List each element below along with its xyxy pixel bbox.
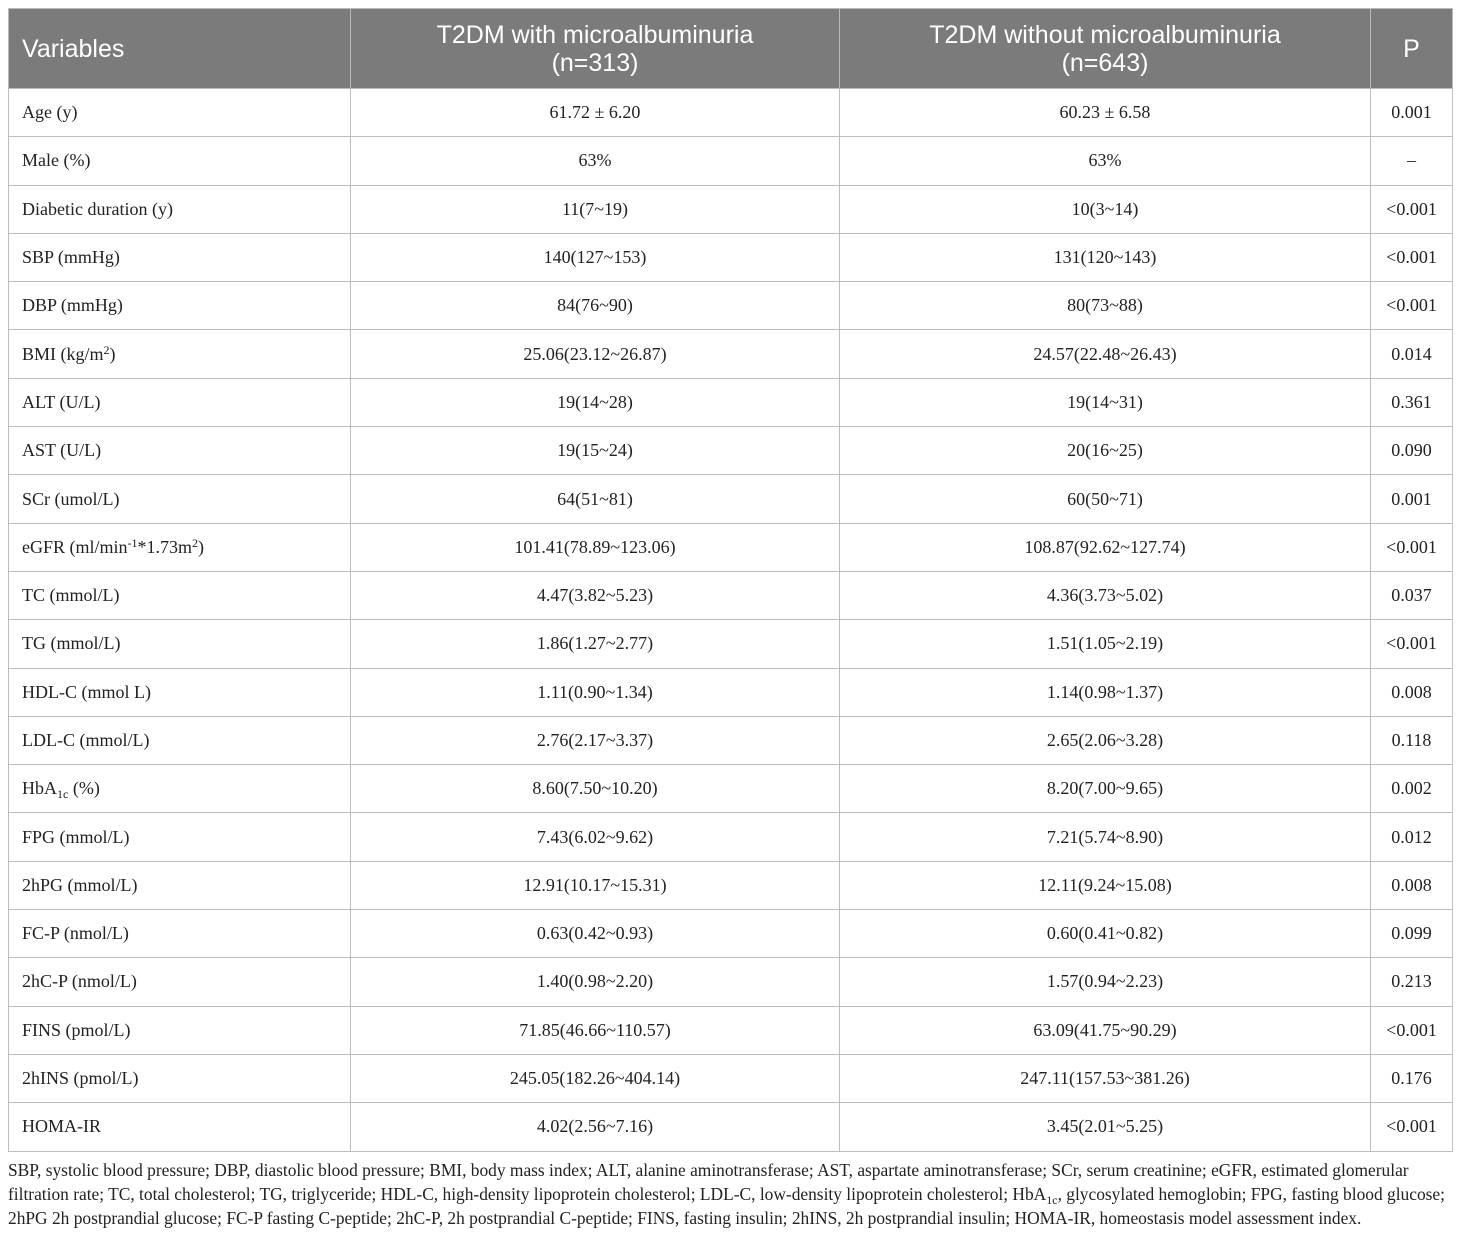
without-microalbuminuria-cell: 247.11(157.53~381.26) — [840, 1054, 1371, 1102]
with-microalbuminuria-cell: 2.76(2.17~3.37) — [351, 716, 840, 764]
p-value-cell: 0.090 — [1371, 427, 1453, 475]
p-value-cell: <0.001 — [1371, 1103, 1453, 1151]
table-row — [9, 1006, 1453, 1054]
without-microalbuminuria-cell: 12.11(9.24~15.08) — [840, 861, 1371, 909]
with-microalbuminuria-cell: 11(7~19) — [351, 185, 840, 233]
p-value-cell: <0.001 — [1371, 185, 1453, 233]
with-microalbuminuria-cell: 245.05(182.26~404.14) — [351, 1054, 840, 1102]
table-row — [9, 571, 1453, 619]
table-row — [9, 620, 1453, 668]
without-microalbuminuria-cell: 0.60(0.41~0.82) — [840, 910, 1371, 958]
with-microalbuminuria-cell: 1.40(0.98~2.20) — [351, 958, 840, 1006]
table-row — [9, 233, 1453, 281]
p-value-cell: 0.001 — [1371, 475, 1453, 523]
p-value-cell: 0.002 — [1371, 765, 1453, 813]
with-microalbuminuria-cell: 64(51~81) — [351, 475, 840, 523]
variable-name-cell: Age (y) — [9, 89, 351, 137]
table-row — [9, 1103, 1453, 1151]
table-row — [9, 330, 1453, 378]
variable-name-cell: TG (mmol/L) — [9, 620, 351, 668]
p-value-cell: 0.014 — [1371, 330, 1453, 378]
header-row — [9, 9, 1453, 89]
without-microalbuminuria-cell: 60.23 ± 6.58 — [840, 89, 1371, 137]
table-footnote: SBP, systolic blood pressure; DBP, diastolic blood pressure; BMI, body mass index; ALT, alanine aminotransferase; AST, aspartate aminotransferase; SCr, serum creatinine; eGFR, estimated glomerular filtration rate; TC, total cholesterol; TG, triglyceride; HDL-C, high-density lipoprotein cholesterol; LDL-C, low-density lipoprotein cholesterol; HbA$_{1c}$, glycosylated hemoglobin; FPG, fasting blood glucose; 2hPG 2h postprandial glucose; FC-P fasting C-peptide; 2hC-P, 2h postprandial C-peptide; FINS, fasting insulin; 2hINS, 2h postprandial insulin; HOMA-IR, homeostasis model assessment index. — [8, 1159, 1445, 1228]
variable-name-cell: FPG (mmol/L) — [9, 813, 351, 861]
variable-name-cell: Diabetic duration (y) — [9, 185, 351, 233]
variable-name-cell: Male (%) — [9, 137, 351, 185]
header-with-microalbuminuria: T2DM with microalbuminuria (n=313) — [351, 9, 840, 89]
variable-name-cell: SCr (umol/L) — [9, 475, 351, 523]
without-microalbuminuria-cell: 108.87(92.62~127.74) — [840, 523, 1371, 571]
without-microalbuminuria-cell: 20(16~25) — [840, 427, 1371, 475]
p-value-cell: 0.012 — [1371, 813, 1453, 861]
with-microalbuminuria-cell: 25.06(23.12~26.87) — [351, 330, 840, 378]
variable-name-cell: FINS (pmol/L) — [9, 1006, 351, 1054]
variable-name-cell: FC-P (nmol/L) — [9, 910, 351, 958]
with-microalbuminuria-cell: 8.60(7.50~10.20) — [351, 765, 840, 813]
table-row — [9, 523, 1453, 571]
table-row — [9, 813, 1453, 861]
with-microalbuminuria-cell: 140(127~153) — [351, 233, 840, 281]
table-row — [9, 89, 1453, 137]
with-microalbuminuria-cell: 63% — [351, 137, 840, 185]
p-value-cell: 0.008 — [1371, 861, 1453, 909]
variable-name-cell: TC (mmol/L) — [9, 571, 351, 619]
without-microalbuminuria-cell: 80(73~88) — [840, 282, 1371, 330]
p-value-cell: <0.001 — [1371, 282, 1453, 330]
with-microalbuminuria-cell: 7.43(6.02~9.62) — [351, 813, 840, 861]
table-row — [9, 475, 1453, 523]
table-row — [9, 427, 1453, 475]
p-value-cell: 0.118 — [1371, 716, 1453, 764]
with-microalbuminuria-cell: 84(76~90) — [351, 282, 840, 330]
table-row — [9, 1054, 1453, 1102]
without-microalbuminuria-cell: 131(120~143) — [840, 233, 1371, 281]
variable-name-cell: LDL-C (mmol/L) — [9, 716, 351, 764]
table-row — [9, 910, 1453, 958]
data-table — [8, 8, 1453, 1152]
p-value-cell: 0.361 — [1371, 378, 1453, 426]
variable-name-cell: SBP (mmHg) — [9, 233, 351, 281]
without-microalbuminuria-cell: 63% — [840, 137, 1371, 185]
without-microalbuminuria-cell: 8.20(7.00~9.65) — [840, 765, 1371, 813]
with-microalbuminuria-cell: 61.72 ± 6.20 — [351, 89, 840, 137]
without-microalbuminuria-cell: 7.21(5.74~8.90) — [840, 813, 1371, 861]
header-without-microalbuminuria: T2DM without microalbuminuria (n=643) — [840, 9, 1371, 89]
variable-name-cell: 2hC-P (nmol/L) — [9, 958, 351, 1006]
p-value-cell: 0.176 — [1371, 1054, 1453, 1102]
p-value-cell: – — [1371, 137, 1453, 185]
with-microalbuminuria-cell: 4.47(3.82~5.23) — [351, 571, 840, 619]
without-microalbuminuria-cell: 10(3~14) — [840, 185, 1371, 233]
table-row — [9, 185, 1453, 233]
with-microalbuminuria-cell: 71.85(46.66~110.57) — [351, 1006, 840, 1054]
without-microalbuminuria-cell: 1.14(0.98~1.37) — [840, 668, 1371, 716]
without-microalbuminuria-cell: 2.65(2.06~3.28) — [840, 716, 1371, 764]
with-microalbuminuria-cell: 4.02(2.56~7.16) — [351, 1103, 840, 1151]
variable-name-cell: DBP (mmHg) — [9, 282, 351, 330]
table-row — [9, 668, 1453, 716]
without-microalbuminuria-cell: 19(14~31) — [840, 378, 1371, 426]
table-row — [9, 958, 1453, 1006]
with-microalbuminuria-cell: 0.63(0.42~0.93) — [351, 910, 840, 958]
table-row — [9, 378, 1453, 426]
with-microalbuminuria-cell: 19(15~24) — [351, 427, 840, 475]
without-microalbuminuria-cell: 60(50~71) — [840, 475, 1371, 523]
table-row — [9, 861, 1453, 909]
table-row — [9, 716, 1453, 764]
without-microalbuminuria-cell: 1.57(0.94~2.23) — [840, 958, 1371, 1006]
table-row — [9, 765, 1453, 813]
header-p-value: P — [1371, 9, 1453, 89]
without-microalbuminuria-cell: 1.51(1.05~2.19) — [840, 620, 1371, 668]
with-microalbuminuria-cell: 1.86(1.27~2.77) — [351, 620, 840, 668]
p-value-cell: 0.213 — [1371, 958, 1453, 1006]
variable-name-cell: ALT (U/L) — [9, 378, 351, 426]
variable-name-cell: 2hINS (pmol/L) — [9, 1054, 351, 1102]
p-value-cell: 0.099 — [1371, 910, 1453, 958]
variable-name-cell: HOMA-IR — [9, 1103, 351, 1151]
header-variables: Variables — [9, 9, 351, 89]
p-value-cell: <0.001 — [1371, 233, 1453, 281]
variable-name-cell: 2hPG (mmol/L) — [9, 861, 351, 909]
without-microalbuminuria-cell: 4.36(3.73~5.02) — [840, 571, 1371, 619]
p-value-cell: <0.001 — [1371, 1006, 1453, 1054]
table-row — [9, 137, 1453, 185]
variable-name-cell: HDL-C (mmol L) — [9, 668, 351, 716]
p-value-cell: 0.008 — [1371, 668, 1453, 716]
table-container — [8, 8, 1452, 1230]
without-microalbuminuria-cell: 3.45(2.01~5.25) — [840, 1103, 1371, 1151]
without-microalbuminuria-cell: 24.57(22.48~26.43) — [840, 330, 1371, 378]
p-value-cell: <0.001 — [1371, 620, 1453, 668]
without-microalbuminuria-cell: 63.09(41.75~90.29) — [840, 1006, 1371, 1054]
table-body — [9, 89, 1453, 1152]
table-row — [9, 282, 1453, 330]
variable-name-cell: HbA$_{1c}$ (%) — [9, 765, 351, 813]
p-value-cell: <0.001 — [1371, 523, 1453, 571]
with-microalbuminuria-cell: 12.91(10.17~15.31) — [351, 861, 840, 909]
p-value-cell: 0.037 — [1371, 571, 1453, 619]
with-microalbuminuria-cell: 1.11(0.90~1.34) — [351, 668, 840, 716]
variable-name-cell: BMI $(kg/m^2)$ — [9, 330, 351, 378]
p-value-cell: 0.001 — [1371, 89, 1453, 137]
with-microalbuminuria-cell: 19(14~28) — [351, 378, 840, 426]
variable-name-cell: eGFR $(ml/\min^{-1}*1.73m^2)$ — [9, 523, 351, 571]
variable-name-cell: AST (U/L) — [9, 427, 351, 475]
with-microalbuminuria-cell: 101.41(78.89~123.06) — [351, 523, 840, 571]
